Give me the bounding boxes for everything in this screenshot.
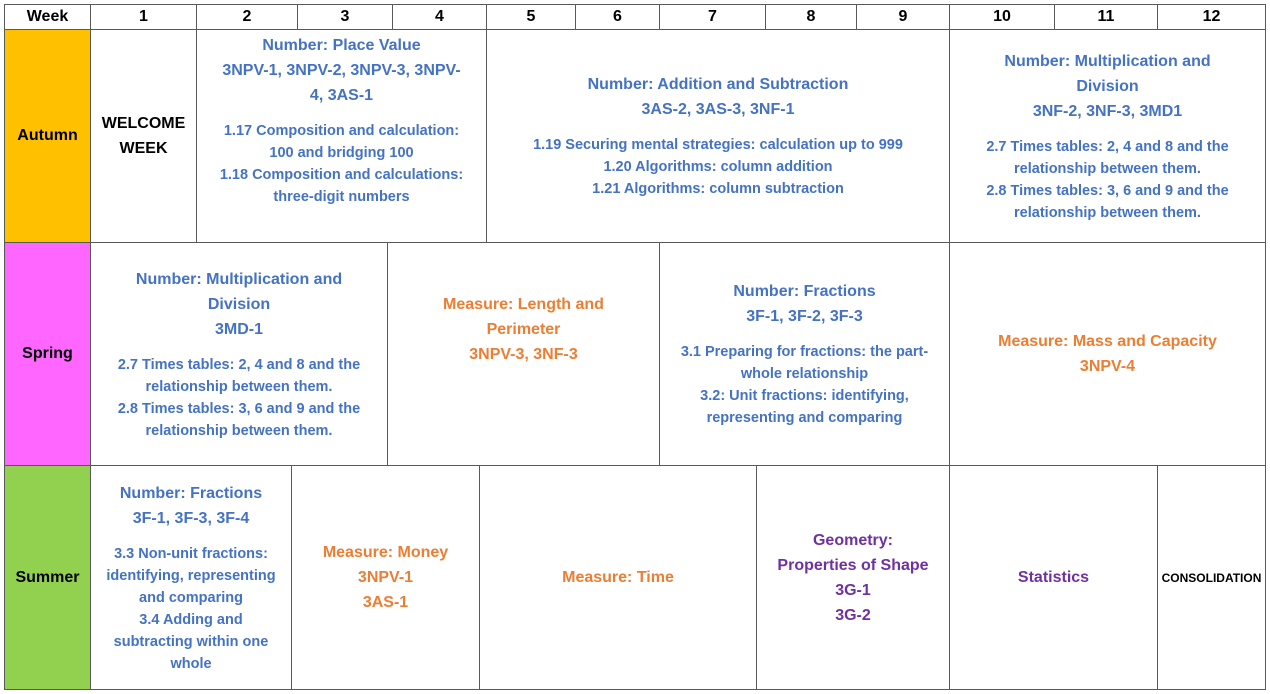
season-summer: Summer (4, 465, 91, 690)
season-autumn: Autumn (4, 29, 91, 243)
summer-geometry-block (756, 465, 950, 690)
spring-fractions-detail-4: representing and comparing (706, 410, 903, 426)
place-value-detail-4: three-digit numbers (273, 189, 410, 205)
spring-mult-title-1: Number: Multiplication and (135, 270, 343, 288)
summer-money-block (291, 465, 480, 690)
curriculum-table (4, 4, 1266, 690)
spring-fractions-codes: 3F-1, 3F-2, 3F-3 (746, 308, 863, 325)
summer-consolidation-block (1157, 465, 1266, 690)
header-week-2: 2 (196, 4, 298, 30)
spring-fractions-block (659, 242, 950, 466)
header-week-11: 11 (1054, 4, 1158, 30)
spring-fractions-detail-1: 3.1 Preparing for fractions: the part- (680, 344, 929, 360)
header-week-9: 9 (856, 4, 950, 30)
season-spring: Spring (4, 242, 91, 466)
geometry-title-1: Geometry: (812, 531, 894, 549)
spring-mult-codes: 3MD-1 (214, 320, 263, 338)
place-value-detail-2: 100 and bridging 100 (269, 145, 414, 161)
autumn-mult-detail-3: 2.8 Times tables: 3, 6 and 9 and the (986, 182, 1229, 199)
welcome-line-1: WELCOME (101, 115, 186, 132)
header-week-3: 3 (297, 4, 393, 30)
statistics-title: Statistics (1017, 569, 1090, 586)
geometry-codes-1: 3G-1 (835, 581, 871, 599)
autumn-multiplication-block (949, 29, 1266, 243)
header-week-7: 7 (659, 4, 766, 30)
money-codes-1: 3NPV-1 (357, 569, 414, 586)
place-value-title: Number: Place Value (262, 37, 421, 54)
autumn-mult-codes: 3NF-2, 3NF-3, 3MD1 (1032, 102, 1183, 120)
place-value-codes-2: 4, 3AS-1 (309, 87, 374, 104)
spring-fractions-title: Number: Fractions (733, 283, 876, 300)
length-title-1: Measure: Length and (443, 296, 604, 313)
autumn-mult-title-1: Number: Multiplication and (1004, 52, 1211, 70)
length-codes: 3NPV-3, 3NF-3 (469, 346, 578, 363)
place-value-detail-3: 1.18 Composition and calculations: (219, 167, 464, 183)
place-value-codes-1: 3NPV-1, 3NPV-2, 3NPV-3, 3NPV- (222, 62, 461, 79)
place-value-detail-1: 1.17 Composition and calculation: (223, 123, 460, 139)
length-title-2: Perimeter (486, 321, 561, 338)
welcome-week (90, 29, 197, 243)
geometry-codes-2: 3G-2 (835, 606, 871, 624)
spring-length-block (387, 242, 660, 466)
consolidation-label: CONSOLIDATION (1161, 570, 1262, 585)
summer-fractions-detail-6: whole (170, 655, 212, 672)
autumn-mult-detail-1: 2.7 Times tables: 2, 4 and 8 and the (986, 138, 1229, 155)
autumn-mult-detail-2: relationship between them. (1014, 160, 1201, 177)
autumn-mult-title-2: Division (1076, 77, 1139, 95)
addition-detail-2: 1.20 Algorithms: column addition (603, 159, 833, 175)
spring-mult-detail-3: 2.8 Times tables: 3, 6 and 9 and the (117, 400, 361, 417)
autumn-addition-block (486, 29, 950, 243)
header-week-1: 1 (90, 4, 197, 30)
addition-detail-1: 1.19 Securing mental strategies: calculation up to 999 (533, 137, 903, 153)
header-week-10: 10 (949, 4, 1055, 30)
geometry-title-2: Properties of Shape (777, 556, 929, 574)
addition-title: Number: Addition and Subtraction (587, 76, 849, 93)
welcome-line-2: WEEK (119, 140, 168, 157)
time-title: Measure: Time (562, 569, 674, 586)
spring-mult-detail-2: relationship between them. (145, 378, 333, 395)
autumn-place-value-block (196, 29, 487, 243)
header-week-8: 8 (765, 4, 857, 30)
spring-mult-title-2: Division (207, 295, 271, 313)
money-title: Measure: Money (322, 544, 449, 561)
header-week-6: 6 (575, 4, 660, 30)
spring-mult-detail-4: relationship between them. (145, 422, 333, 439)
header-week-label: Week (4, 4, 91, 30)
spring-mass-block (949, 242, 1266, 466)
mass-title: Measure: Mass and Capacity (998, 333, 1217, 350)
summer-fractions-detail-4: 3.4 Adding and (139, 611, 243, 628)
mass-codes: 3NPV-4 (1079, 358, 1136, 375)
summer-fractions-detail-2: identifying, representing (106, 567, 276, 584)
addition-detail-3: 1.21 Algorithms: column subtraction (592, 181, 844, 197)
money-codes-2: 3AS-1 (362, 594, 409, 611)
spring-multiplication-block (90, 242, 388, 466)
summer-fractions-detail-3: and comparing (139, 589, 243, 606)
summer-fractions-detail-5: subtracting within one (113, 633, 269, 650)
header-week-5: 5 (486, 4, 576, 30)
summer-statistics-block (949, 465, 1158, 690)
summer-fractions-detail-1: 3.3 Non-unit fractions: (114, 545, 268, 562)
header-week-12: 12 (1157, 4, 1266, 30)
summer-time-block (479, 465, 757, 690)
spring-mult-detail-1: 2.7 Times tables: 2, 4 and 8 and the (117, 356, 361, 373)
summer-fractions-block (90, 465, 292, 690)
addition-codes: 3AS-2, 3AS-3, 3NF-1 (641, 101, 795, 118)
header-week-4: 4 (392, 4, 487, 30)
summer-fractions-codes: 3F-1, 3F-3, 3F-4 (132, 509, 250, 527)
summer-fractions-title: Number: Fractions (119, 484, 263, 502)
spring-fractions-detail-2: whole relationship (740, 366, 869, 382)
autumn-mult-detail-4: relationship between them. (1014, 204, 1201, 221)
spring-fractions-detail-3: 3.2: Unit fractions: identifying, (700, 388, 909, 404)
